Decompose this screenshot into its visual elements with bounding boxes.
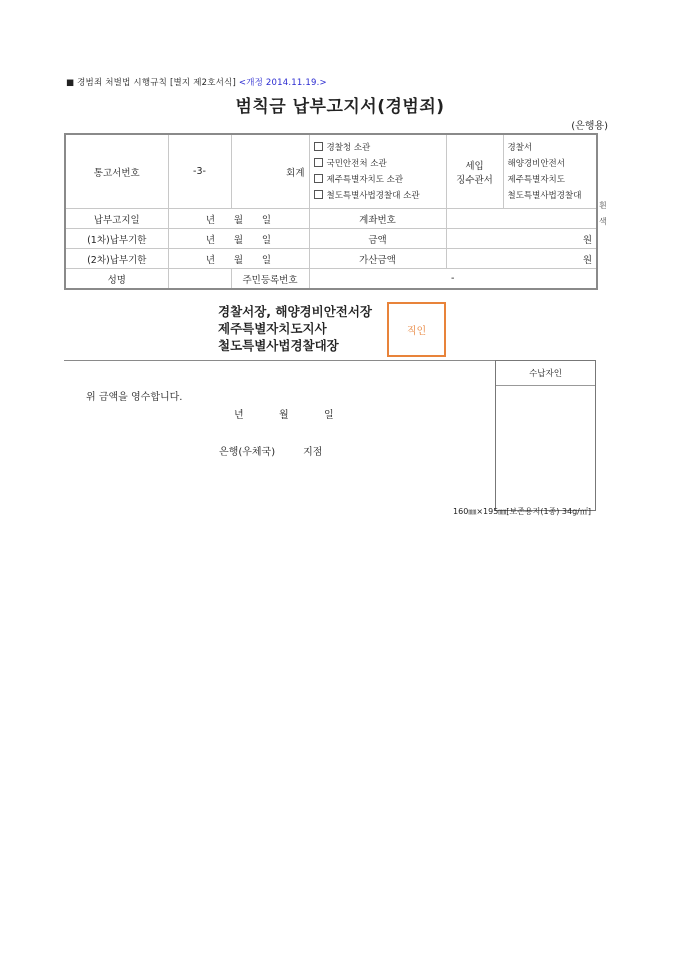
page-title: 범칙금 납부고지서(경범죄) — [235, 97, 445, 117]
form-basis: ■ 경범죄 처벌법 시행규칙 [별지 제2호서식] — [66, 78, 236, 88]
checkbox-icon[interactable] — [314, 158, 323, 167]
bank-branch-line[interactable] — [219, 443, 322, 458]
notice-form-table — [64, 133, 598, 290]
jurisdiction-option[interactable]: 철도특별사법경찰대 소관 — [314, 188, 442, 204]
notice-date-label: 납부고지일 — [65, 209, 168, 229]
name-label: 성명 — [65, 269, 168, 290]
due1-label: (1차)납부기한 — [65, 229, 168, 249]
paper-spec: 160㎜×195㎜[보존용지(1종) 34g/㎡] — [453, 507, 591, 516]
revenue-office-label: 세입 징수관서 — [446, 134, 503, 209]
authority-line-3: 철도특별사법경찰대장 — [218, 338, 339, 353]
notice-date-field[interactable]: 년 월 일 — [168, 209, 309, 229]
receipt-date[interactable]: 년 월 일 — [234, 410, 334, 421]
amount-field[interactable]: 원 — [446, 229, 597, 249]
checkbox-icon[interactable] — [314, 142, 323, 151]
copy-label: (은행용) — [571, 121, 608, 132]
branch-label: 지점 — [303, 447, 323, 458]
accounting-label: 회계 — [231, 134, 309, 209]
notice-number-label: 통고서번호 — [65, 134, 168, 209]
authority-line-2: 제주특별자치도지사 — [218, 321, 327, 336]
jurisdiction-option[interactable]: 경찰청 소관 — [314, 140, 442, 156]
table-row-due1 — [65, 229, 597, 249]
surcharge-label: 가산금액 — [309, 249, 446, 269]
official-seal: 직인 — [387, 302, 446, 357]
office-list: 경찰서 해양경비안전서 제주특별자치도 철도특별사법경찰대 — [503, 134, 597, 209]
jurisdiction-option[interactable]: 제주특별자치도 소관 — [314, 172, 442, 188]
table-row-notice-date — [65, 209, 597, 229]
receipt-seal-box[interactable] — [495, 360, 596, 511]
revision-note: <개정 2014.11.19.> — [238, 78, 327, 88]
account-field[interactable] — [446, 209, 597, 229]
table-row-name — [65, 269, 597, 290]
authority-line-1: 경찰서장, 해양경비안전서장 — [218, 304, 373, 319]
jurisdiction-option[interactable]: 국민안전처 소관 — [314, 156, 442, 172]
receipt-statement: 위 금액을 영수합니다. — [86, 392, 183, 403]
account-label: 계좌번호 — [309, 209, 446, 229]
due2-date-field[interactable]: 년 월 일 — [168, 249, 309, 269]
amount-label: 금액 — [309, 229, 446, 249]
surcharge-field[interactable]: 원 — [446, 249, 597, 269]
receipt-seal-label: 수납자인 — [496, 361, 595, 386]
form-basis-line — [66, 76, 327, 88]
due1-date-field[interactable]: 년 월 일 — [168, 229, 309, 249]
due2-label: (2차)납부기한 — [65, 249, 168, 269]
bank-label: 은행(우체국) — [219, 447, 276, 458]
issuing-authority — [218, 303, 372, 354]
table-row-due2 — [65, 249, 597, 269]
jurisdiction-checklist — [309, 134, 446, 209]
checkbox-icon[interactable] — [314, 174, 323, 183]
resident-no-field[interactable]: - — [309, 269, 597, 290]
name-field[interactable] — [168, 269, 231, 290]
table-row-notice-number — [65, 134, 597, 209]
side-label-2: 색 — [599, 217, 607, 226]
notice-number-value: -3- — [168, 134, 231, 209]
side-label-1: 흰 — [599, 201, 607, 210]
resident-no-label: 주민등록번호 — [231, 269, 309, 290]
checkbox-icon[interactable] — [314, 190, 323, 199]
